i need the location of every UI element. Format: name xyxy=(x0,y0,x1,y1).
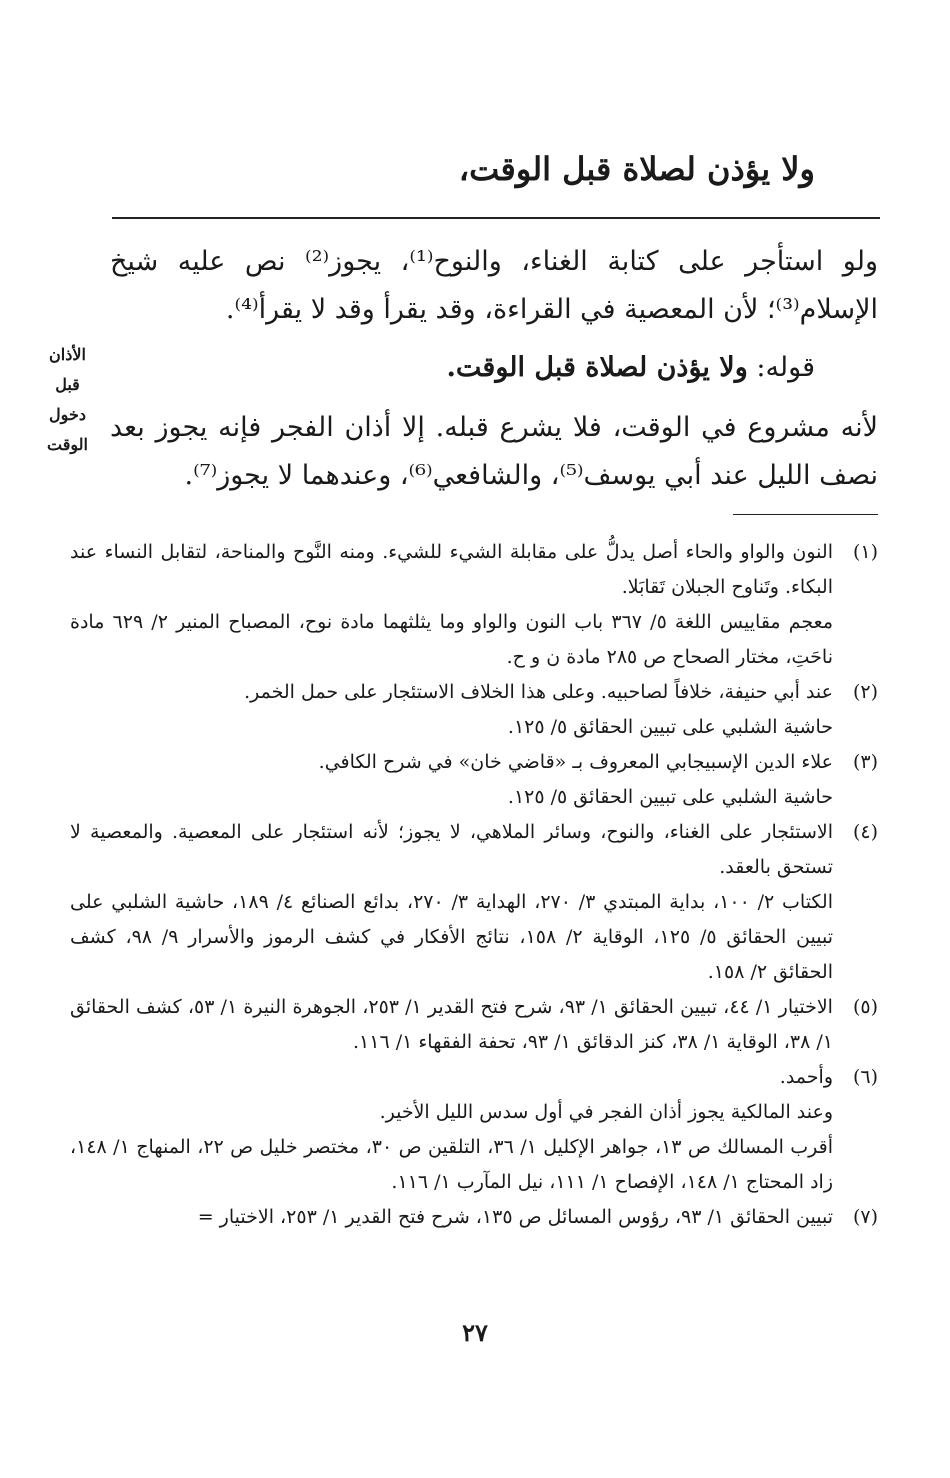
footnote-number: (٤) xyxy=(852,821,878,843)
footnote-text: عند أبي حنيفة، خلافاً لصاحبيه. وعلى هذا الخلاف الاستئجار على حمل الخمر. xyxy=(244,681,833,703)
margin-note-line: دخول xyxy=(49,405,86,424)
matn-paragraph: ولو استأجر على كتابة الغناء، والنوح⁽¹⁾، يجوز⁽²⁾ نص عليه شيخ الإسلام⁽³⁾؛ لأن المعصية في القراءة، وقد يقرأ وقد لا يقرأ⁽⁴⁾. xyxy=(110,246,879,325)
footnote-text: الاستئجار على الغناء، والنوح، وسائر الملاهي، لا يجوز؛ لأنه استئجار على المعصية. والمعصية لا تستحق بالعقد. xyxy=(70,821,833,878)
sharh-heading xyxy=(115,348,815,388)
page-number: ٢٧ xyxy=(462,1318,488,1347)
margin-note-line: الأذان xyxy=(49,345,86,364)
footnote xyxy=(70,535,878,675)
footnotes-section xyxy=(70,535,878,1235)
footnote-references: حاشية الشلبي على تبيين الحقائق ٥/ ١٢٥. xyxy=(507,786,833,808)
footnote-references: تبيين الحقائق ١/ ٩٣، رؤوس المسائل ص ١٣٥، شرح فتح القدير ١/ ٢٥٣، الاختيار = xyxy=(197,1206,833,1228)
footnote xyxy=(70,815,878,990)
footnote-references: أقرب المسالك ص ١٣، جواهر الإكليل ١/ ٣٦، التلقين ص ٣٠، مختصر خليل ص ٢٢، المنهاج ١/ ١٤٨، زاد المحتاج ١/ ١٤٨، الإفصاح ١/ ١١١، نيل المآرب ١/ ١١٦. xyxy=(70,1136,833,1193)
margin-note-line: قبل xyxy=(55,375,80,394)
footnote-number: (١) xyxy=(852,541,878,563)
header-divider xyxy=(112,217,880,219)
sharh-paragraph: لأنه مشروع في الوقت، فلا يشرع قبله. إلا أذان الفجر فإنه يجوز بعد نصف الليل عند أبي يوسف⁽⁵⁾، والشافعي⁽⁶⁾، وعندهما لا يجوز⁽⁷⁾. xyxy=(110,412,878,491)
qawluhu-label: قوله: xyxy=(756,352,815,383)
footnote-references: معجم مقاييس اللغة ٥/ ٣٦٧ باب النون والواو وما يثلثهما مادة نوح، المصباح المنير ٢/ ٦٢٩ مادة ناحَتِ، مختار الصحاح ص ٢٨٥ مادة ن و ح. xyxy=(70,611,834,668)
footnote-references: حاشية الشلبي على تبيين الحقائق ٥/ ١٢٥. xyxy=(507,716,833,738)
footnote xyxy=(70,990,878,1060)
footnote-text: علاء الدين الإسبيجابي المعروف بـ «قاضي خان» في شرح الكافي. xyxy=(318,751,833,773)
footnote xyxy=(70,675,878,745)
footnote-number: (٣) xyxy=(852,751,878,773)
margin-note-line: الوقت xyxy=(47,435,88,454)
footnote-text: وعند المالكية يجوز أذان الفجر في أول سدس الليل الأخير. xyxy=(379,1101,833,1123)
quoted-matn: ولا يؤذن لصلاة قبل الوقت. xyxy=(446,352,748,383)
footnote-number: (٧) xyxy=(852,1206,878,1228)
footnote-text: وأحمد. xyxy=(779,1066,833,1088)
footnote-references: الاختيار ١/ ٤٤، تبيين الحقائق ١/ ٩٣، شرح فتح القدير ١/ ٢٥٣، الجوهرة النيرة ١/ ٥٣، كشف الحقائق ١/ ٣٨، الوقاية ١/ ٣٨، كنز الدقائق ١/ ٩٣، تحفة الفقهاء ١/ ١١٦. xyxy=(70,996,833,1053)
footnote-divider xyxy=(733,514,878,515)
footnote xyxy=(70,745,878,815)
footnote-number: (٢) xyxy=(852,681,878,703)
footnote-number: (٥) xyxy=(852,996,878,1018)
footnote-number: (٦) xyxy=(852,1066,878,1088)
running-header-title: ولا يؤذن لصلاة قبل الوقت، xyxy=(458,150,815,188)
footnote xyxy=(70,1060,878,1200)
margin-note xyxy=(30,340,105,460)
footnote-references: الكتاب ٢/ ١٠٠، بداية المبتدي ٣/ ٢٧٠، الهداية ٣/ ٢٧٠، بدائع الصنائع ٤/ ١٨٩، حاشية الشلبي على تبيين الحقائق ٥/ ١٢٥، الوقاية ٢/ ١٥٨، نتائج الأفكار في كشف الرموز والأسرار ٩/ ٩٨، كشف الحقائق ٢/ ١٥٨. xyxy=(70,891,833,983)
footnote-text: النون والواو والحاء أصل يدلُّ على مقابلة الشيء للشيء. ومنه النَّوح والمناحة، لتقابل النساء عند البكاء. وتَناوح الجبلان تَقابَلا. xyxy=(70,541,833,598)
footnote xyxy=(70,1200,878,1235)
